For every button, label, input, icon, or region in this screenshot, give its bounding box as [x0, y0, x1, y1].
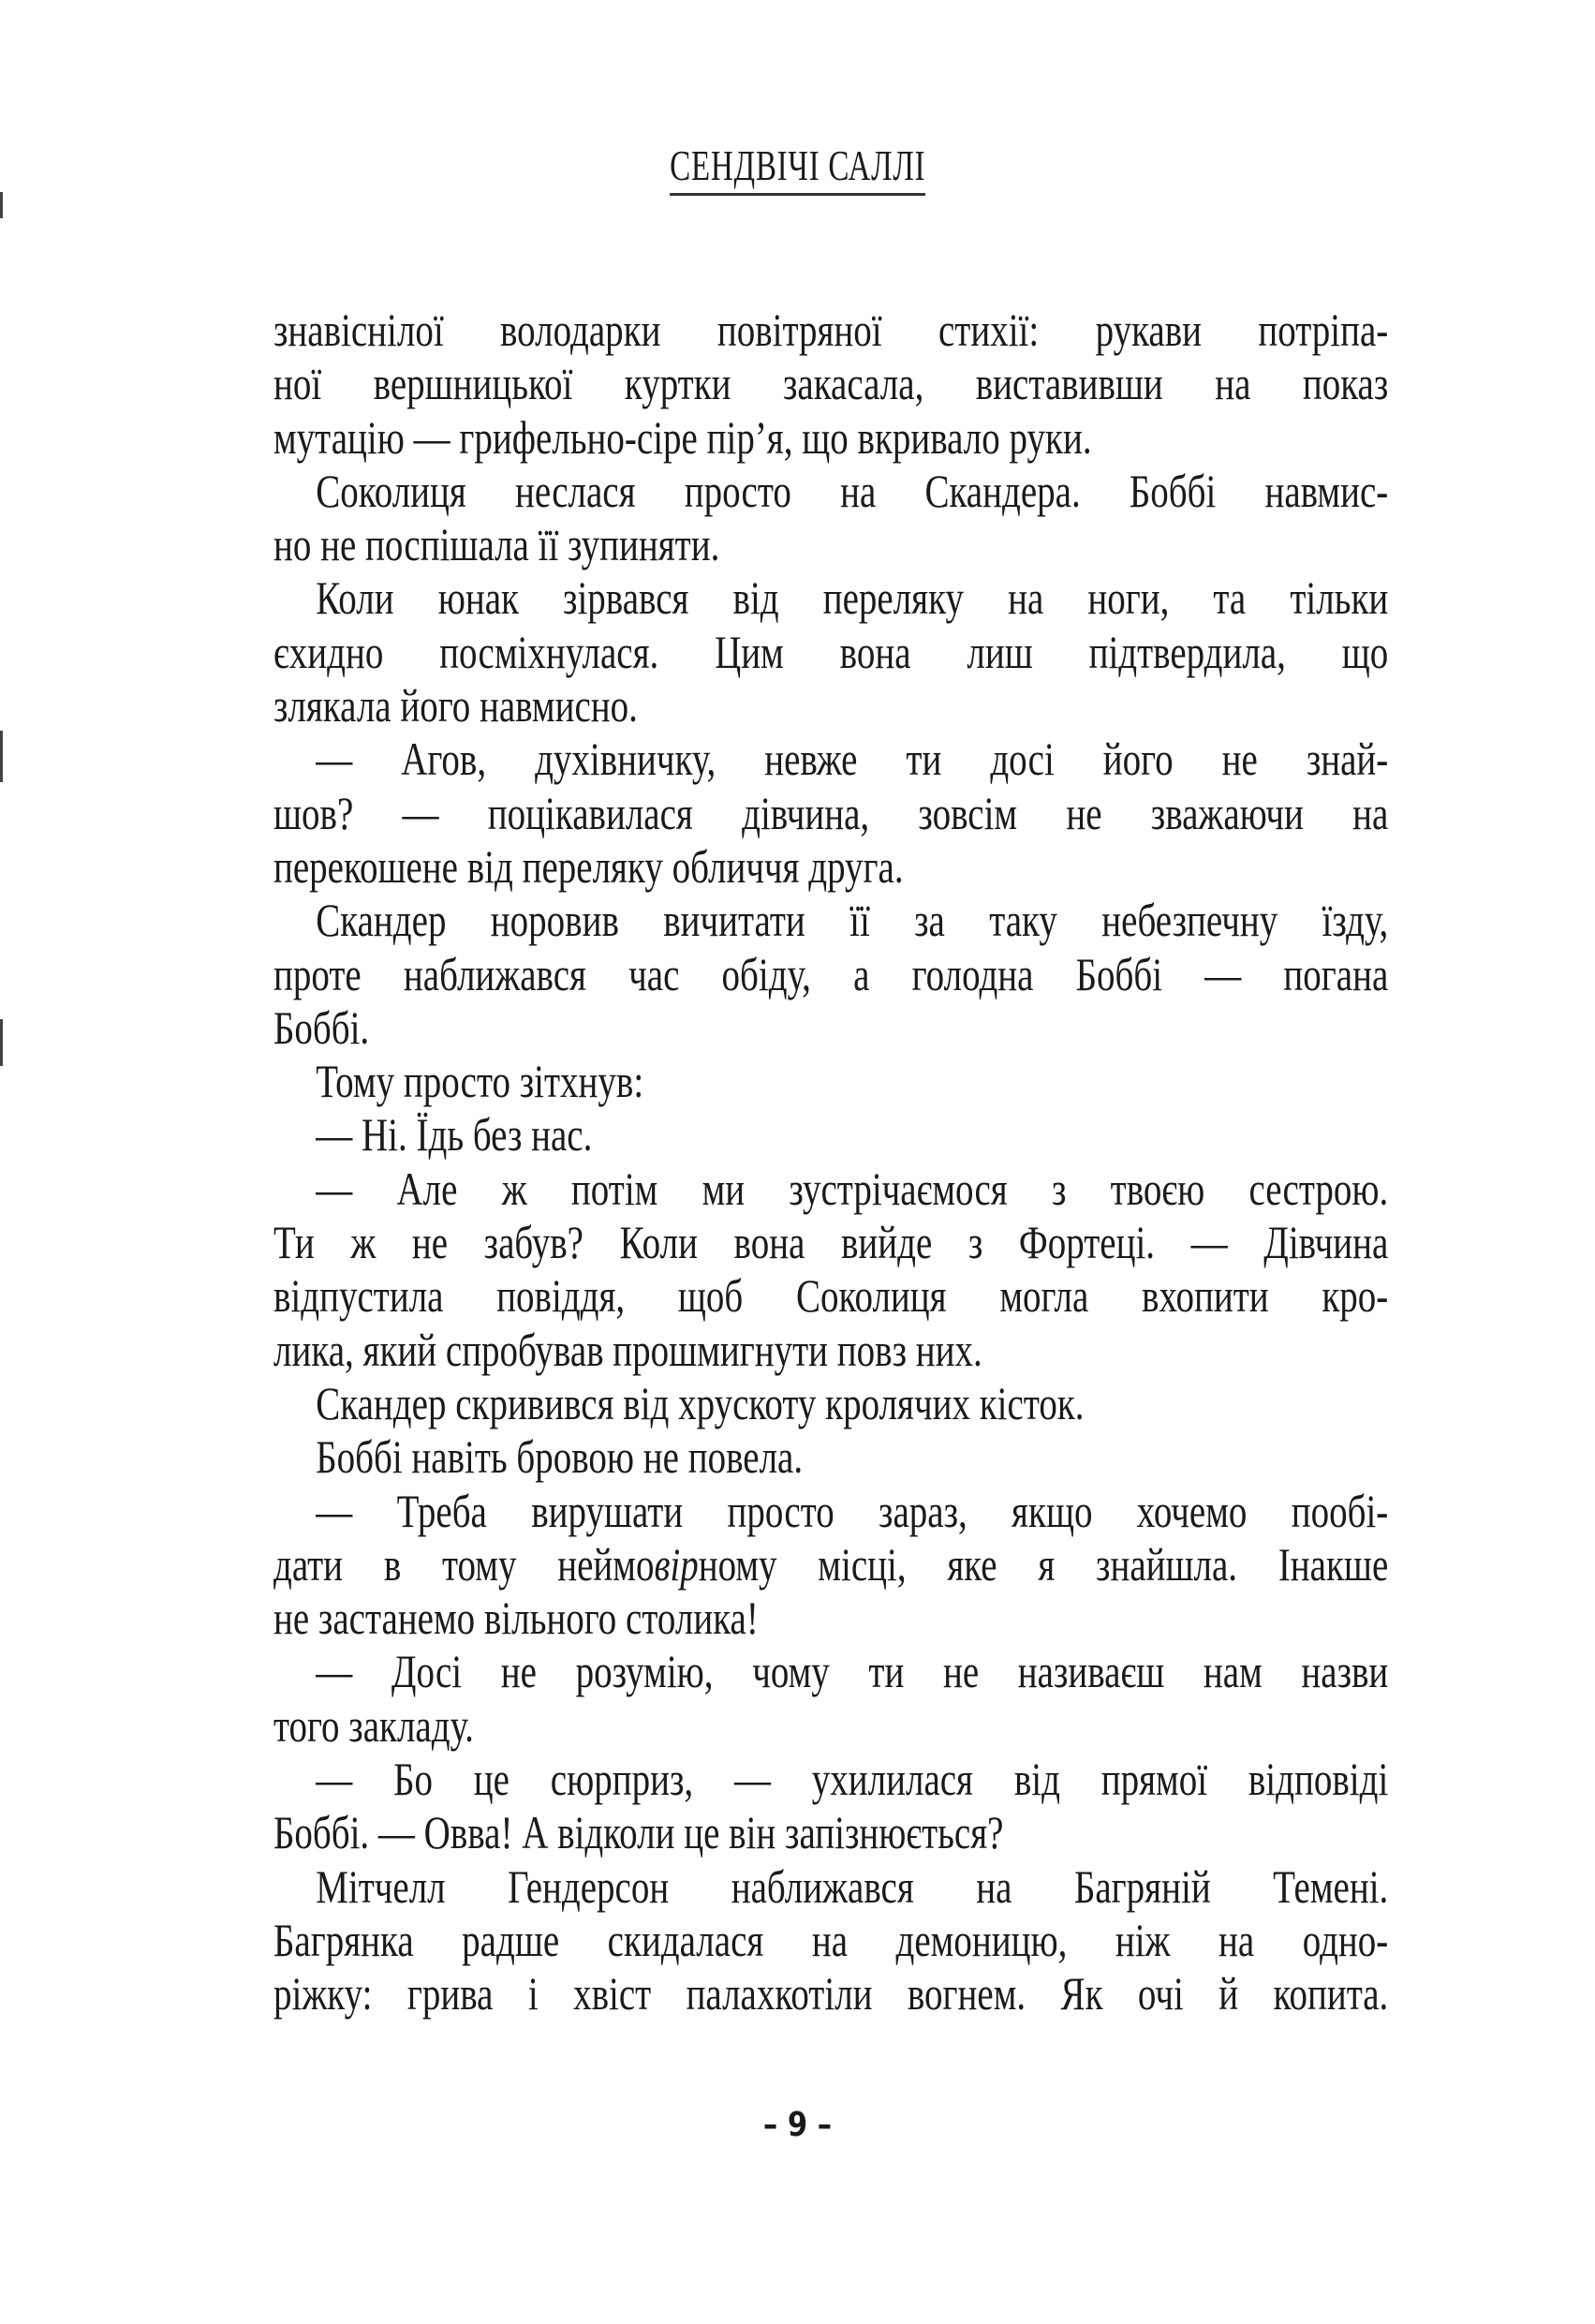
running-header [0, 141, 1595, 196]
text-line: Мітчелл Гендерсон наближався на Багряній Темені. [316, 1859, 1389, 1913]
text-line: єхидно посміхнулася. Цим вона лиш підтвердила, що [273, 625, 1389, 678]
running-title: СЕНДВІЧІ САЛЛІ [670, 141, 925, 196]
page-edge-mark [0, 192, 3, 218]
text-line: Коли юнак зірвався від переляку на ноги, та тільки [316, 571, 1389, 625]
text-line: проте наближався час обіду, а голодна Боббі — погана [273, 947, 1389, 1000]
text-line: не застанемо вільного столика! [273, 1591, 759, 1645]
text-line [273, 1538, 1388, 1591]
text-line: — Досі не розумію, чому ти не називаєш нам назви [316, 1645, 1389, 1698]
body-text [273, 303, 1388, 2021]
text-line: Ти ж не забув? Коли вона вийде з Фортеці. — Дівчина [273, 1216, 1389, 1269]
text-line: Багрянка радше скидалася на демоницю, ніж на одно- [273, 1913, 1389, 1966]
text-line: перекошене від переляку обличчя друга. [273, 839, 904, 893]
text-line: — Треба вирушати просто зараз, якщо хочемо пообі- [316, 1484, 1389, 1537]
text-line: злякала його навмисно. [273, 679, 638, 733]
text-line: Скандер скривився від хрускоту кролячих кісток. [316, 1376, 1085, 1429]
text-line: Боббі. — Овва! А відколи це він запізнюється? [273, 1806, 1004, 1859]
text-line: того закладу. [273, 1698, 474, 1752]
text-line: — Бо це сюрприз, — ухилилася від прямої відповіді [316, 1753, 1389, 1806]
text-line: ріжку: грива і хвіст палахкотіли вогнем. Як очі й копита. [273, 1967, 1389, 2021]
page-edge-mark [0, 731, 3, 782]
text-line: відпустила повіддя, щоб Соколиця могла вхопити кро- [273, 1269, 1389, 1323]
italic-emphasis: вір [654, 1537, 699, 1591]
text-line: шов? — поцікавилася дівчина, зовсім не зважаючи на [273, 786, 1389, 839]
text-line: Соколиця неслася просто на Скандера. Боббі навмис- [316, 464, 1389, 517]
text-line: знавіснілої володарки повітряної стихії: рукави потріпа- [273, 303, 1389, 356]
text-span: дати в тому неймо [273, 1537, 655, 1591]
page-number: – 9 – [762, 2106, 833, 2144]
text-line: Боббі навіть бровою не повела. [316, 1430, 804, 1484]
text-line: — Агов, духівничку, невже ти досі його не знай- [316, 733, 1389, 786]
text-span: ному місці, яке я знайшла. Інакше [698, 1537, 1389, 1591]
text-line: Тому просто зітхнув: [316, 1055, 644, 1108]
text-line: — Ні. Їдь без нас. [316, 1108, 593, 1162]
text-line: но не поспішала її зупиняти. [273, 518, 720, 571]
page-edge-mark [0, 1019, 3, 1066]
text-line: — Але ж потім ми зустрічаємося з твоєю сестрою. [316, 1162, 1389, 1215]
text-line: лика, який спробував прошмигнути повз них. [273, 1323, 982, 1376]
text-line: ної вершницької куртки закасала, виставивши на показ [273, 357, 1389, 410]
text-line: Скандер норовив вичитати її за таку небезпечну їзду, [316, 894, 1389, 947]
text-line: Боббі. [273, 1000, 370, 1054]
text-line: мутацію — грифельно-сіре пір’я, що вкривало руки. [273, 410, 1092, 464]
